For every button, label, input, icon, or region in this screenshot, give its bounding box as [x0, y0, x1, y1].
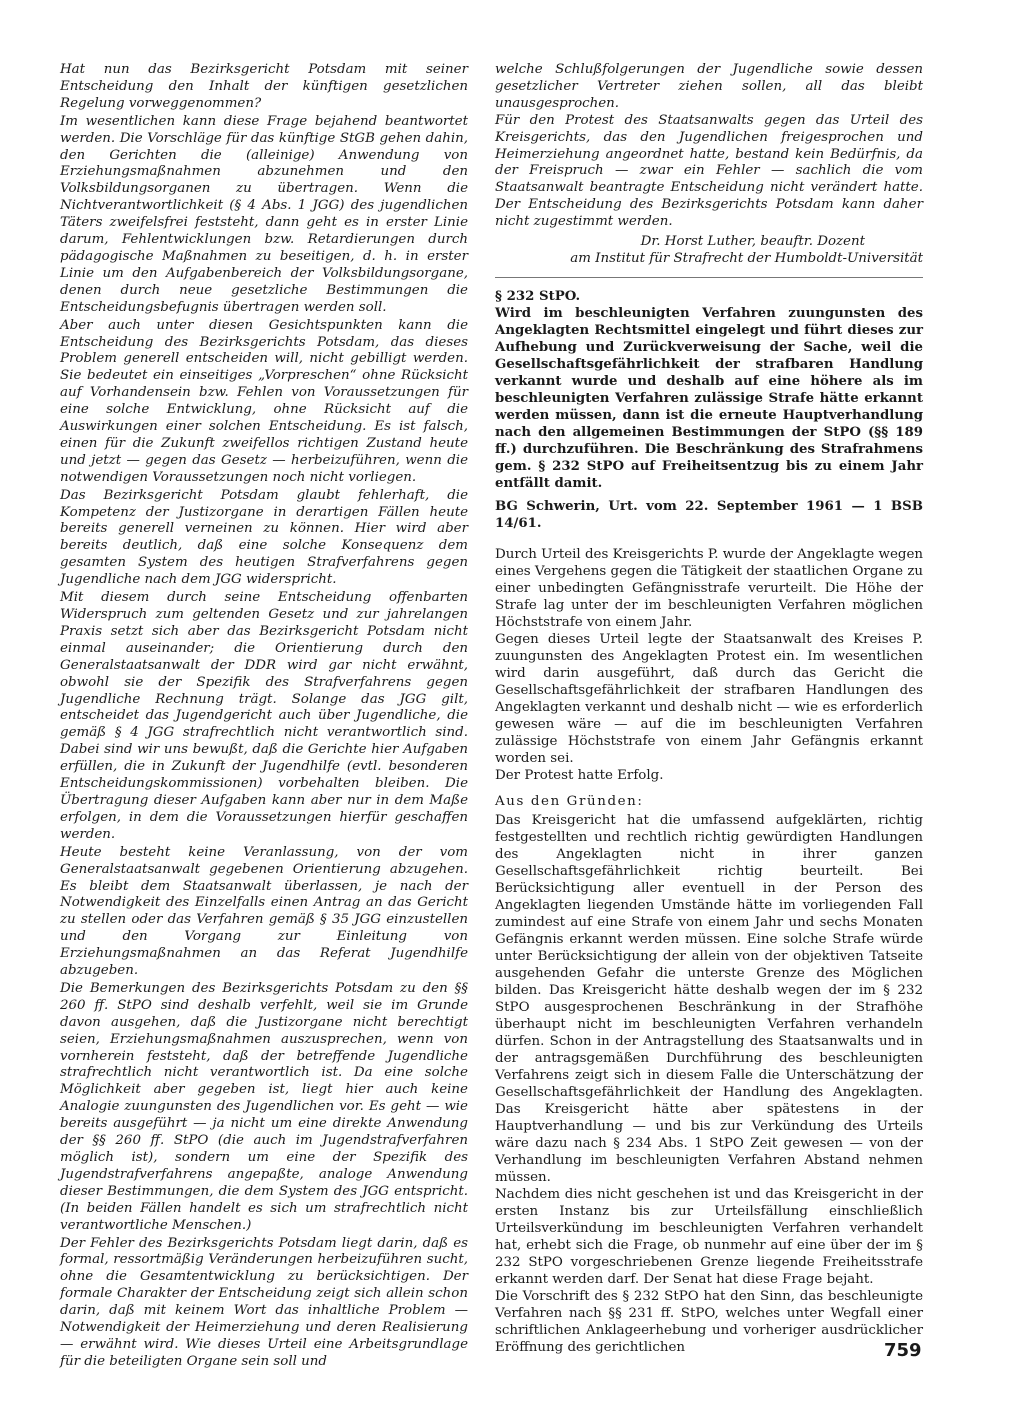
body-paragraph: Der Fehler des Bezirksgerichts Potsdam liegt darin, daß es formal, ressortmäßig Veränderungen herbeizuführen sucht, ohne die Gesamtentwicklung zu berücksichtigen. Der formale Charakter der Entscheidung zeigt sich allein schon darin, daß mit keinem Wort das inhaltliche Problem — Notwendigkeit der Heimerziehung und deren Realisierung — erwähnt wird. Wie dieses Urteil eine Arbeitsgrundlage für die beteiligten Organe sein soll und [60, 1235, 468, 1369]
body-paragraph: Die Bemerkungen des Bezirksgerichts Potsdam zu den §§ 260 ff. StPO sind deshalb verfehlt, weil sie im Grunde davon ausgehen, daß die Justizorgane nicht berechtigt seien, Erziehungsmaßnahmen auszusprechen, wenn von vornherein feststeht, daß der betreffende Jugendliche strafrechtlich nicht verantwortlich ist. Da eine solche Möglichkeit aber gegeben ist, liegt hier auch keine Analogie zuungunsten des Jugendlichen vor. Es geht — wie bereits ausgeführt — ja nicht um eine direkte Anwendung der §§ 260 ff. StPO (die auch im Jugendstrafverfahren möglich ist), sondern um eine der Spezifik des Jugendstrafverfahrens angepaßte, analoge Anwendung dieser Bestimmungen, die dem System des JGG entspricht. (In beiden Fällen handelt es sich um strafrechtlich nicht verantwortliche Menschen.) [60, 980, 468, 1233]
statute-heading: § 232 StPO. [495, 289, 581, 305]
question-paragraph: Hat nun das Bezirksgericht Potsdam mit seiner Entscheidung den Inhalt der künftigen gesetzlichen Regelung vorweggenommen? [60, 62, 468, 111]
body-paragraph: Heute besteht keine Veranlassung, von der vom Generalstaatsanwalt gegebenen Orientierung abzugehen. Es bleibt dem Staatsanwalt überlassen, je nach der Notwendigkeit des Einzelfalls einen Antrag an das Gericht zu stellen oder das Verfahren gemäß § 35 JGG einzustellen und den Vorgang zur Einleitung von Erziehungsmaßnahmen an das Referat Jugendhilfe abzugeben. [60, 844, 468, 979]
page-number: 759 [884, 1340, 922, 1361]
headnote: Wird im beschleunigten Verfahren zuungunsten des Angeklagten Rechtsmittel eingelegt und führt dieses zur Aufhebung und Zurückverweisung der Sache, weil die Gesellschaftsgefährlichkeit der strafbaren Handlung verkannt wurde und deshalb auf eine höhere als im beschleunigten Verfahren zulässige Strafe hätte erkannt werden müssen, dann ist die erneute Hauptverhandlung nach den allgemeinen Bestimmungen der StPO (§§ 189 ff.) durchzuführen. Die Beschränkung des Strafrahmens gem. § 232 StPO auf Freiheitsentzug bis zu einem Jahr entfällt damit. [495, 306, 923, 492]
right-column [495, 62, 923, 1356]
section-divider [495, 277, 923, 278]
case-reference: BG Schwerin, Urt. vom 22. September 1961 — 1 BSB 14/61. [495, 499, 923, 532]
continued-paragraph: welche Schlußfolgerungen der Jugendliche sowie dessen gesetzlicher Vertreter ziehen sollen, all das bleibt unausgesprochen. [495, 62, 923, 111]
author-name: Dr. Horst Luther, beauftr. Dozent [640, 234, 865, 250]
author-signature [495, 233, 923, 267]
body-paragraph: Mit diesem durch seine Entscheidung offenbarten Widerspruch zum geltenden Gesetz und zur jahrelangen Praxis setzt sich aber das Bezirksgericht Potsdam nicht einmal auseinander; die Orientierung durch den Generalstaatsanwalt der DDR wird gar nicht erwähnt, obwohl sie der Spezifik des Strafverfahrens gegen Jugendliche Rechnung trägt. Solange das JGG gilt, entscheidet das Jugendgericht auch über Jugendliche, die gemäß § 4 JGG strafrechtlich nicht verantwortlich sind. Dabei sind wir uns bewußt, daß die Gerichte hier Aufgaben erfüllen, die in Zukunft der Jugendhilfe (evtl. besonderen Entscheidungskommissionen) vorbehalten bleiben. Die Übertragung dieser Aufgaben kann aber nur in dem Maße erfolgen, in dem die Voraussetzungen hierfür geschaffen werden. [60, 590, 468, 842]
reasons-heading: Aus den Gründen: [495, 794, 644, 810]
facts-paragraph: Durch Urteil des Kreisgerichts P. wurde der Angeklagte wegen eines Vergehens gegen die Tätigkeit der staatlichen Organe zu einer unbedingten Gefängnisstrafe verurteilt. Die Höhe der Strafe lag unter der im beschleunigten Verfahren möglichen Höchststrafe von einem Jahr. [495, 547, 923, 631]
author-affiliation: am Institut für Strafrecht der Humboldt-Universität [570, 251, 923, 267]
left-column [60, 62, 468, 1372]
facts-paragraph: Der Protest hatte Erfolg. [495, 768, 664, 784]
reasons-paragraph: Das Kreisgericht hat die umfassend aufgeklärten, richtig festgestellten und rechtlich richtig gewürdigten Handlungen des Angeklagten nicht in ihrer ganzen Gesellschaftsgefährlichkeit richtig beurteilt. Bei Berücksichtigung aller eventuell in der Person des Angeklagten liegenden Umstände hätte im vorliegenden Fall zumindest auf eine Strafe von einem Jahr und sechs Monaten Gefängnis erkannt werden müssen. Eine solche Strafe würde unter Berücksichtigung der allein von der objektiven Tatseite ausgehenden Gefahr die unterste Grenze des Möglichen bilden. Das Kreisgericht hätte deshalb wegen der im § 232 StPO ausgesprochenen Beschränkung in der Strafhöhe überhaupt nicht im beschleunigten Verfahren verhandeln dürfen. Schon in der Antragstellung des Staatsanwalts und in der antragsgemäßen Durchführung des beschleunigten Verfahrens zeigt sich in diesem Falle die Unterschätzung der Gesellschaftsgefährlichkeit der Handlung des Angeklagten. Das Kreisgericht hätte aber spätestens in der Hauptverhandlung — und bis zur Verkündung des Urteils wäre dazu nach § 234 Abs. 1 StPO Zeit gewesen — von der Verhandlung im beschleunigten Verfahren Abstand nehmen müssen. [495, 813, 923, 1186]
reasons-paragraph: Nachdem dies nicht geschehen ist und das Kreisgericht in der ersten Instanz bis zur Urteilsfällung einschließlich Urteilsverkündung im beschleunigten Verfahren verhandelt hat, erhebt sich die Frage, ob nunmehr auf eine über der im § 232 StPO vorgeschriebenen Grenze liegende Freiheitsstrafe erkannt werden darf. Der Senat hat diese Frage bejaht. [495, 1187, 923, 1288]
body-paragraph: Aber auch unter diesen Gesichtspunkten kann die Entscheidung des Bezirksgerichts Potsdam, das dieses Problem generell entscheiden will, nicht gebilligt werden. Sie bedeutet ein einseitiges „Vorpreschen“ ohne Rücksicht auf Vorhandensein bzw. Fehlen von Voraussetzungen für eine solche Entwicklung, ohne Rücksicht auf die Auswirkungen einer solchen Entscheidung. Es ist falsch, einen für die Zukunft zweifellos richtigen Zustand heute und jetzt — gegen das Gesetz — herbeizuführen, wenn die notwendigen Voraussetzungen noch nicht vorliegen. [60, 317, 468, 485]
facts-paragraph: Gegen dieses Urteil legte der Staatsanwalt des Kreises P. zuungunsten des Angeklagten Protest ein. Im wesentlichen wird darin ausgeführt, daß durch das Gericht die Gesellschaftsgefährlichkeit der strafbaren Handlungen des Angeklagten verkannt und deshalb nicht — wie es erforderlich gewesen wäre — auf die im beschleunigten Verfahren zulässige Höchststrafe von einem Jahr Gefängnis erkannt worden sei. [495, 632, 923, 767]
reasons-paragraph: Die Vorschrift des § 232 StPO hat den Sinn, das beschleunigte Verfahren nach §§ 231 ff. StPO, welches unter Wegfall einer schriftlichen Anklageerhebung und vorheriger ausdrücklicher Eröffnung des gerichtlichen [495, 1289, 923, 1356]
body-paragraph: Für den Protest des Staatsanwalts gegen das Urteil des Kreisgerichts, das den Jugendlichen freigesprochen und Heimerziehung angeordnet hatte, bestand kein Bedürfnis, da der Freispruch — zwar ein Fehler — sachlich die vom Staatsanwalt beantragte Entscheidung nicht verändert hatte. Der Entscheidung des Bezirksgerichts Potsdam kann daher nicht zugestimmt werden. [495, 112, 923, 230]
body-paragraph: Im wesentlichen kann diese Frage bejahend beantwortet werden. Die Vorschläge für das künftige StGB gehen dahin, den Gerichten die (alleinige) Anwendung von Erziehungsmaßnahmen abzunehmen und den Volksbildungsorganen zu übertragen. Wenn die Nichtverantwortlichkeit (§ 4 Abs. 1 JGG) des jugendlichen Täters zweifelsfrei feststeht, dann geht es in erster Linie darum, Fehlentwicklungen bzw. Retardierungen durch pädagogische Maßnahmen zu beseitigen, d. h. in erster Linie um den Aufgabenbereich der Volksbildungsorgane, denen durch neue gesetzliche Bestimmungen die Entscheidungsbefugnis übertragen werden soll. [60, 113, 468, 315]
body-paragraph: Das Bezirksgericht Potsdam glaubt fehlerhaft, die Kompetenz der Justizorgane in derartigen Fällen heute bereits generell verneinen zu können. Hier wird aber bereits deutlich, daß eine solche Konsequenz dem gesamten System des heutigen Strafverfahrens gegen Jugendliche nach dem JGG widerspricht. [60, 487, 468, 588]
